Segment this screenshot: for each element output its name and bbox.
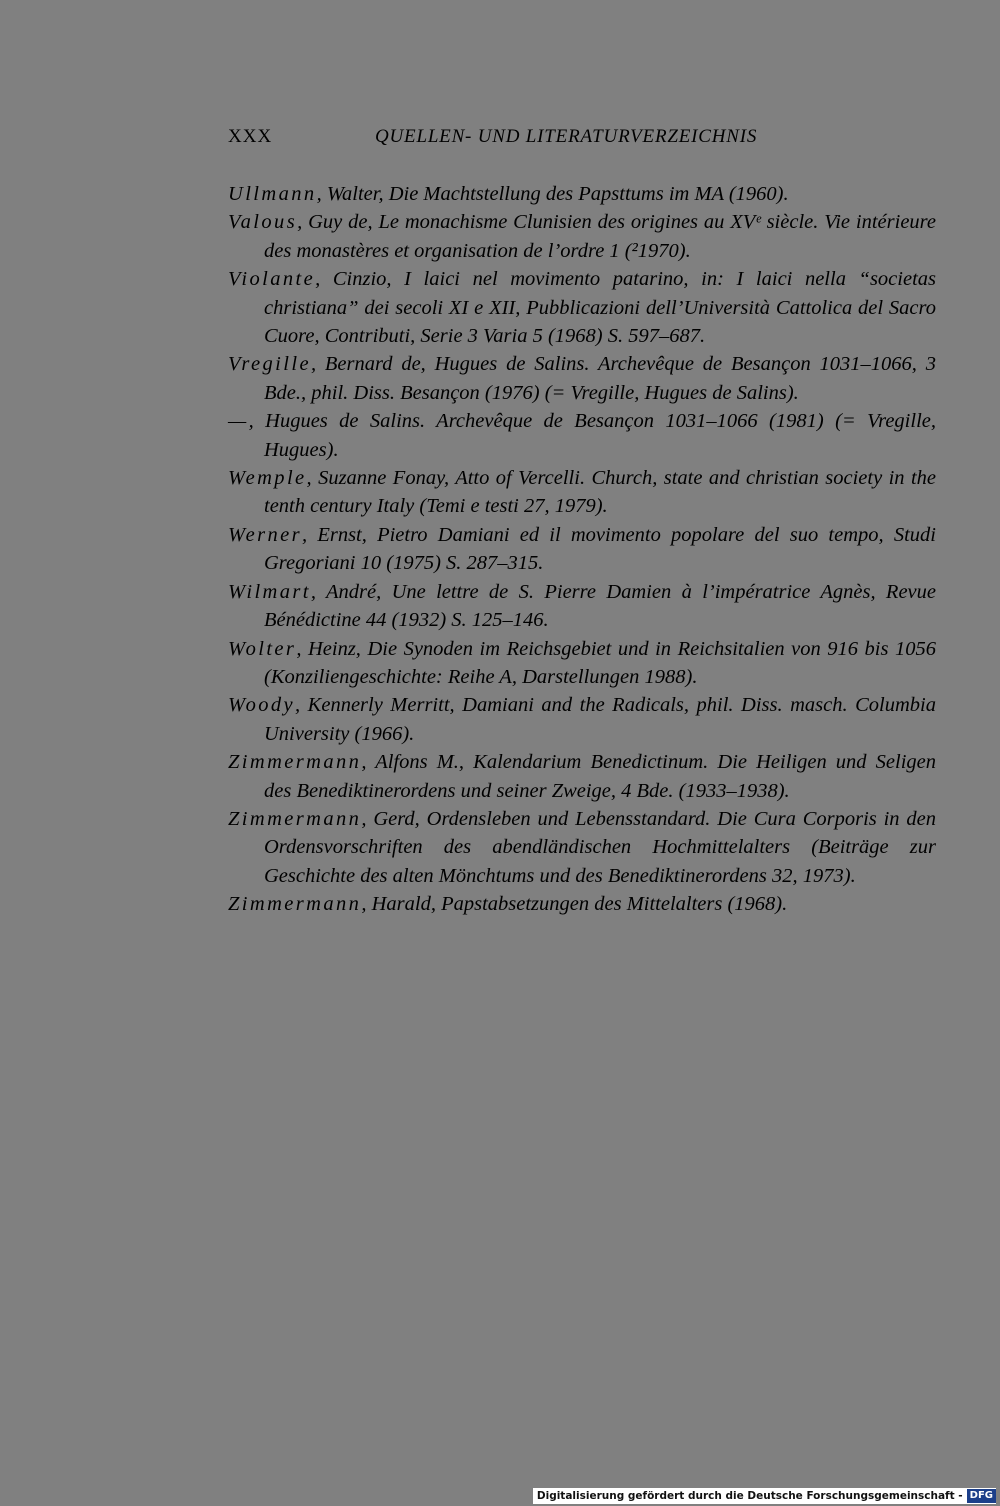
page-number: XXX (228, 126, 273, 147)
bibliography-entry (228, 521, 936, 578)
entry-text: , Gerd, Ordensleben und Lebensstandard. Die Cura Corporis in den Ordensvorschriften des abendländischen Hochmittelalters (Beiträge zur Geschichte des alten Mönchtums und des Benediktinerordens 32, 1973). (264, 807, 936, 887)
entry-author: Vregille (228, 353, 311, 376)
bibliography-entry (228, 464, 936, 521)
digitization-credit (533, 1488, 996, 1504)
entry-author: Wolter (228, 637, 297, 660)
bibliography-entry (228, 805, 936, 890)
bibliography-entry (228, 635, 936, 692)
entry-author: Violante (228, 268, 316, 291)
entry-text: , Hugues de Salins. Archevêque de Besançon 1031–1066 (1981) (= Vregille, Hugues). (248, 410, 936, 461)
entry-text: , Heinz, Die Synoden im Reichsgebiet und in Reichsitalien von 916 bis 1056 (Konziliengeschichte: Reihe A, Darstellungen 1988). (264, 637, 936, 688)
dfg-logo: DFG (967, 1489, 996, 1503)
entry-author: Valous (228, 211, 298, 234)
bibliography-entry (228, 265, 936, 350)
entry-author: Zimmermann (228, 751, 362, 774)
entry-author: Zimmermann (228, 893, 362, 916)
running-title: QUELLEN- UND LITERATURVERZEICHNIS (375, 126, 758, 147)
bibliography-entry (228, 890, 936, 918)
entry-text: , Ernst, Pietro Damiani ed il movimento popolare del suo tempo, Studi Gregoriani 10 (1975) S. 287–315. (264, 523, 936, 575)
credit-text: Digitalisierung gefördert durch die Deutsche Forschungsgemeinschaft - (536, 1490, 963, 1502)
bibliography-list (228, 180, 936, 919)
entry-text: , Guy de, Le monachisme Clunisien des origines au XVᵉ siècle. Vie intérieure des monastères et organisation de l’ordre 1 (²1970). (264, 211, 936, 262)
entry-text: , Cinzio, I laici nel movimento patarino, in: I laici nella “societas christiana” dei secoli XI e XII, Pubblicazioni dell’Università Cattolica del Sacro Cuore, Contributi, Serie 3 Varia 5 (1968) S. 597–687. (264, 268, 936, 348)
entry-author: Zimmermann (228, 807, 362, 830)
entry-author: Wemple (228, 467, 307, 490)
bibliography-entry (228, 180, 936, 208)
bibliography-entry (228, 691, 936, 748)
bibliography-entry (228, 350, 936, 407)
entry-text: , Walter, Die Machtstellung des Papsttums im MA (1960). (316, 183, 789, 205)
entry-text: , Alfons M., Kalendarium Benedictinum. Die Heiligen und Seligen des Benediktinerordens und seiner Zweige, 4 Bde. (1933–1938). (264, 751, 936, 802)
bibliography-entry (228, 578, 936, 635)
entry-text: , Suzanne Fonay, Atto of Vercelli. Church, state and christian society in the tenth century Italy (Temi e testi 27, 1979). (264, 467, 936, 518)
entry-text: , Kennerly Merritt, Damiani and the Radicals, phil. Diss. masch. Columbia University (1966). (264, 694, 936, 745)
entry-text: , Bernard de, Hugues de Salins. Archevêque de Besançon 1031–1066, 3 Bde., phil. Diss. Besançon (1976) (= Vregille, Hugues de Salins). (264, 353, 936, 404)
entry-author: Werner (228, 523, 302, 546)
entry-author: Woody (228, 694, 296, 717)
entry-author: — (228, 410, 249, 433)
bibliography-entry (228, 407, 936, 464)
entry-author: Wilmart (228, 580, 311, 603)
entry-text: , André, Une lettre de S. Pierre Damien à l’impératrice Agnès, Revue Bénédictine 44 (1932) S. 125–146. (264, 580, 936, 632)
bibliography-entry (228, 208, 936, 265)
entry-text: , Harald, Papstabsetzungen des Mittelalters (1968). (361, 893, 788, 916)
entry-author: Ullmann (228, 183, 317, 205)
bibliography-entry (228, 748, 936, 805)
